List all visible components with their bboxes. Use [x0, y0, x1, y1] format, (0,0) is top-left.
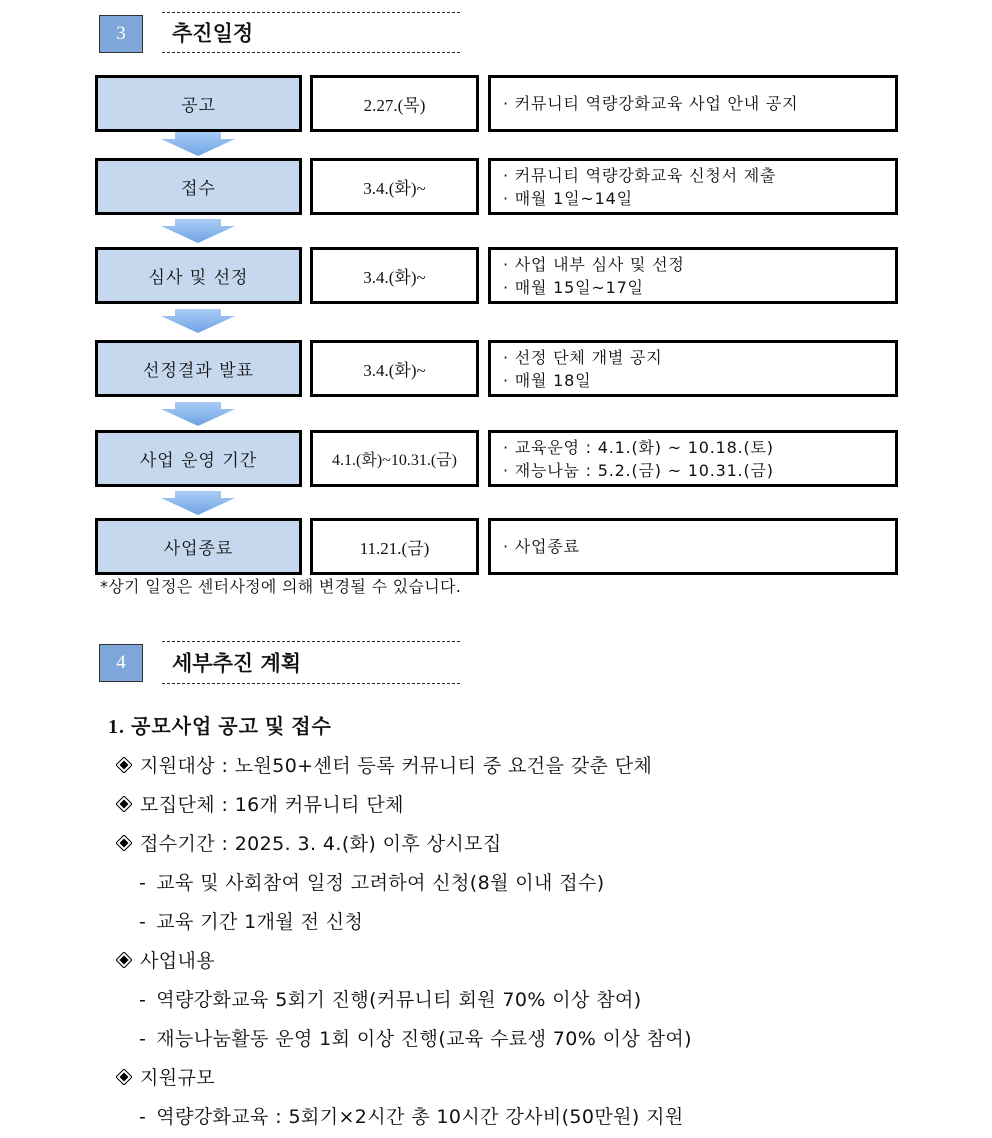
description-line: · 사업종료: [503, 537, 580, 556]
section-title: 세부추진 계획: [172, 650, 302, 675]
diamond-bullet-icon: [116, 796, 132, 812]
dash-item: [139, 985, 642, 1012]
description-line: · 커뮤니티 역량강화교육 사업 안내 공지: [503, 94, 799, 113]
item-text: 교육 및 사회참여 일정 고려하여 신청(8월 이내 접수): [156, 872, 605, 894]
dash-marker: -: [139, 872, 147, 894]
section-title: 추진일정: [172, 20, 254, 45]
schedule-step: 접수: [95, 158, 302, 215]
schedule-description: [488, 75, 898, 132]
schedule-date: 11.21.(금): [310, 518, 479, 575]
down-arrow-icon: [161, 219, 235, 243]
schedule-date: 3.4.(화)~: [310, 340, 479, 397]
section-title-box: [162, 641, 460, 684]
schedule-row: [95, 75, 898, 132]
schedule-description: [488, 247, 898, 304]
item-text: 사업내용: [140, 950, 216, 972]
section-title-box: [162, 12, 460, 53]
dash-marker: -: [139, 1106, 147, 1128]
description-line: · 커뮤니티 역량강화교육 신청서 제출: [503, 165, 777, 185]
dash-item: [139, 907, 363, 934]
schedule-note: *상기 일정은 센터사정에 의해 변경될 수 있습니다.: [100, 577, 462, 596]
item-text: 지원규모: [140, 1067, 216, 1089]
diamond-bullet-icon: [116, 757, 132, 773]
diamond-bullet-icon: [116, 1069, 132, 1085]
schedule-description: [488, 158, 898, 215]
description-line: · 매월 18일: [503, 370, 592, 390]
description-line: · 매월 1일~14일: [503, 188, 633, 208]
bullet-item: [116, 946, 215, 973]
diamond-bullet-icon: [116, 835, 132, 851]
dash-item: [139, 1024, 692, 1051]
schedule-row: [95, 340, 898, 397]
schedule-row: [95, 518, 898, 575]
dash-item: [139, 868, 605, 895]
description-line: · 매월 15일~17일: [503, 277, 644, 297]
schedule-step: 선정결과 발표: [95, 340, 302, 397]
subheading: 1. 공모사업 공고 및 접수: [108, 716, 332, 738]
dash-marker: -: [139, 911, 147, 933]
section-number-badge: 3: [99, 15, 143, 53]
down-arrow-icon: [161, 402, 235, 426]
schedule-description: [488, 518, 898, 575]
schedule-row: [95, 158, 898, 215]
diamond-bullet-icon: [116, 952, 132, 968]
item-text: 역량강화교육 : 5회기×2시간 총 10시간 강사비(50만원) 지원: [156, 1106, 684, 1128]
schedule-step: 공고: [95, 75, 302, 132]
description-line: · 선정 단체 개별 공지: [503, 347, 663, 367]
item-text: 지원대상 : 노원50+센터 등록 커뮤니티 중 요건을 갖춘 단체: [140, 755, 653, 777]
schedule-description: [488, 430, 898, 487]
bullet-item: [116, 751, 652, 778]
description-line: · 교육운영 : 4.1.(화) ~ 10.18.(토): [503, 437, 774, 457]
item-text: 역량강화교육 5회기 진행(커뮤니티 회원 70% 이상 참여): [156, 989, 642, 1011]
down-arrow-icon: [161, 132, 235, 156]
schedule-date: 2.27.(목): [310, 75, 479, 132]
item-text: 재능나눔활동 운영 1회 이상 진행(교육 수료생 70% 이상 참여): [156, 1028, 692, 1050]
bullet-item: [116, 829, 502, 856]
section-number-badge: 4: [99, 644, 143, 682]
item-text: 접수기간 : 2025. 3. 4.(화) 이후 상시모집: [140, 833, 502, 855]
dash-marker: -: [139, 989, 147, 1011]
dash-item: [139, 1102, 684, 1129]
schedule-step: 심사 및 선정: [95, 247, 302, 304]
schedule-step: 사업 운영 기간: [95, 430, 302, 487]
down-arrow-icon: [161, 491, 235, 515]
schedule-date: 4.1.(화)~10.31.(금): [310, 430, 479, 487]
down-arrow-icon: [161, 309, 235, 333]
description-line: · 사업 내부 심사 및 선정: [503, 254, 685, 274]
bullet-item: [116, 790, 404, 817]
description-line: · 재능나눔 : 5.2.(금) ~ 10.31.(금): [503, 460, 774, 480]
schedule-description: [488, 340, 898, 397]
bullet-item: [116, 1063, 215, 1090]
schedule-row: [95, 430, 898, 487]
item-text: 모집단체 : 16개 커뮤니티 단체: [140, 794, 404, 816]
dash-marker: -: [139, 1028, 147, 1050]
schedule-date: 3.4.(화)~: [310, 158, 479, 215]
schedule-row: [95, 247, 898, 304]
schedule-step: 사업종료: [95, 518, 302, 575]
schedule-date: 3.4.(화)~: [310, 247, 479, 304]
item-text: 교육 기간 1개월 전 신청: [156, 911, 364, 933]
